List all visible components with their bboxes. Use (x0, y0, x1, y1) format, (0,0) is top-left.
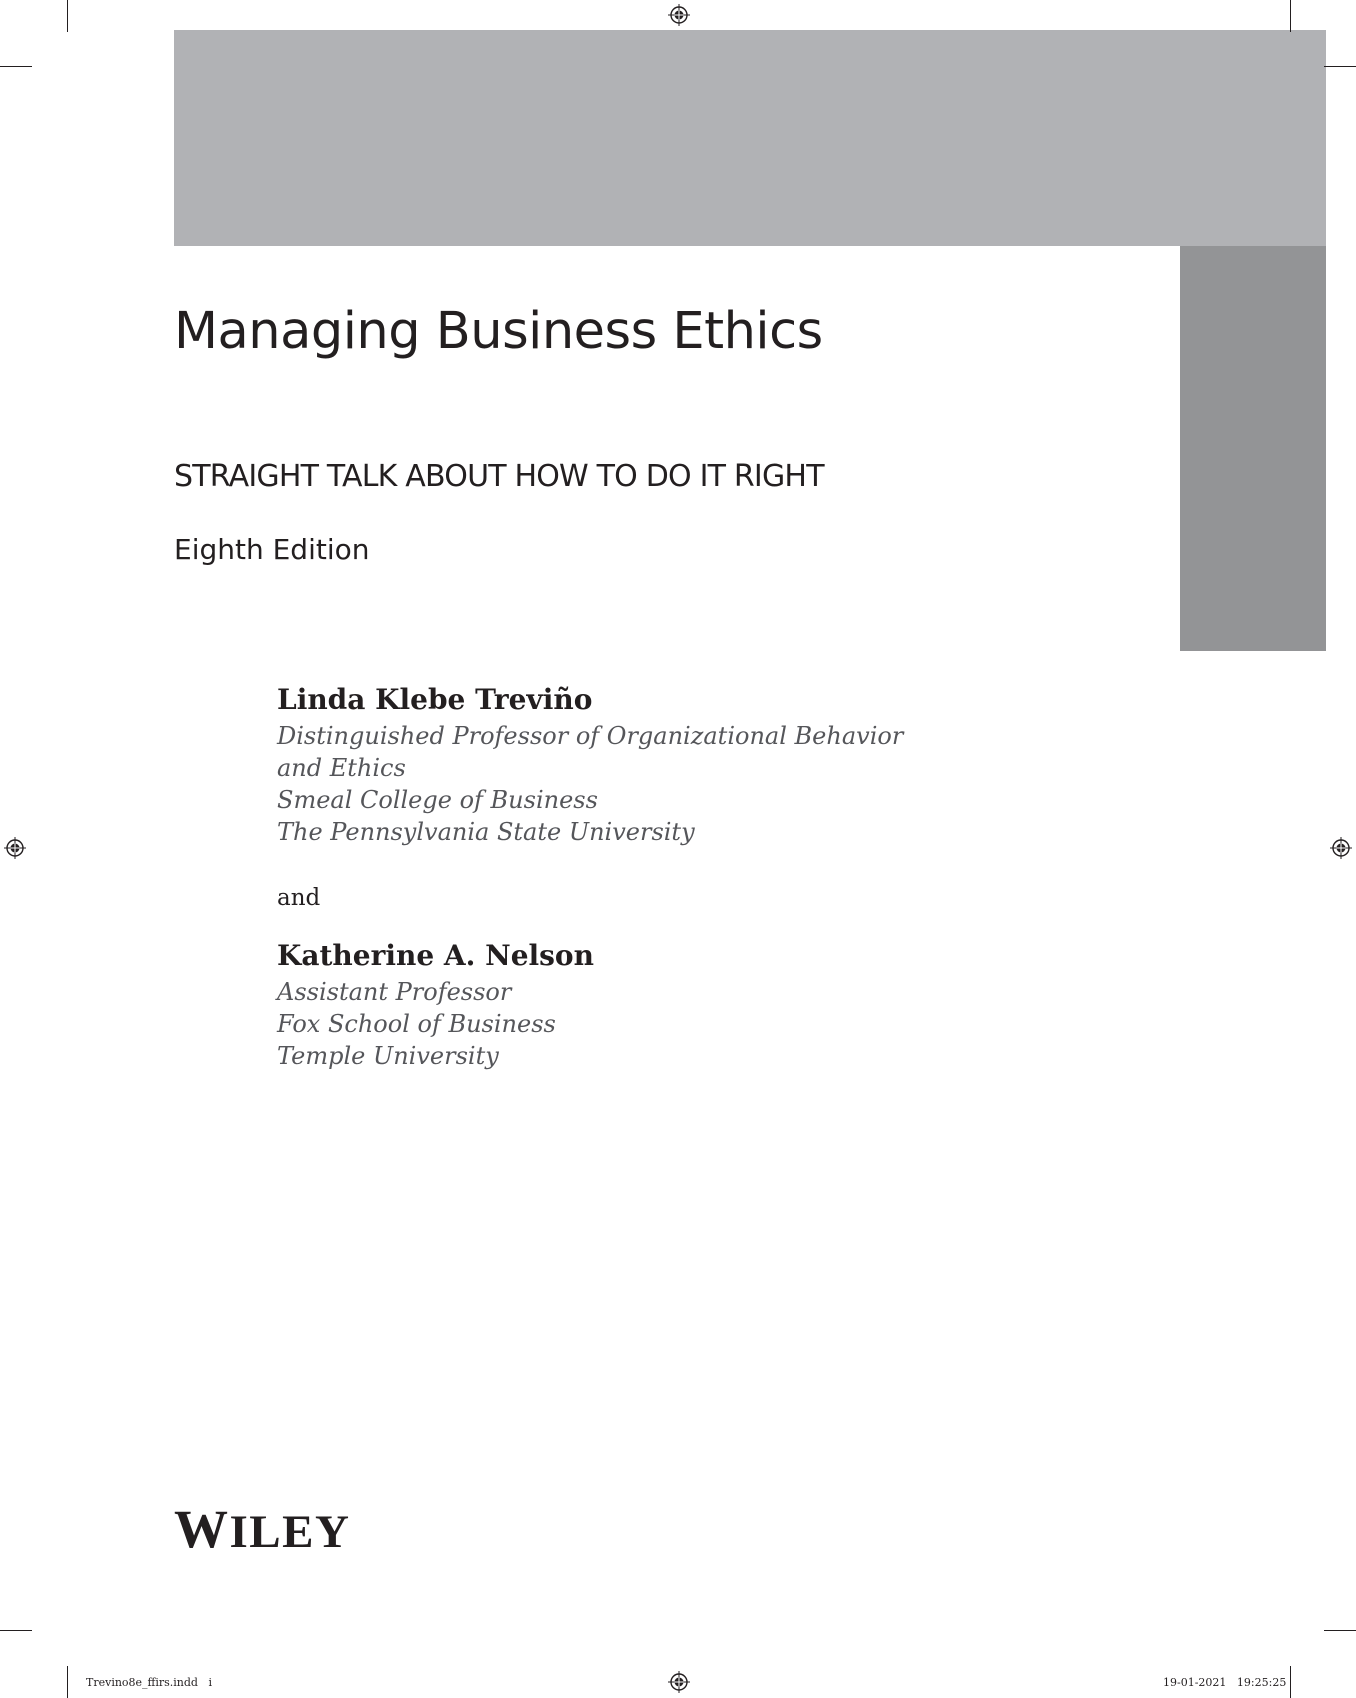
author-name: Linda Klebe Treviño (277, 683, 593, 716)
crop-mark (1324, 1630, 1356, 1631)
registration-mark-icon (668, 1671, 690, 1693)
registration-mark-icon (4, 837, 26, 859)
crop-mark (67, 1666, 68, 1698)
crop-mark (1324, 66, 1356, 67)
publisher-logo-initial: W (174, 1499, 230, 1559)
author-affiliation-line: Temple University (277, 1042, 499, 1070)
publisher-logo (174, 1498, 350, 1560)
author-affiliation-line: Distinguished Professor of Organizational Behavior (277, 722, 904, 750)
registration-mark-icon (1330, 837, 1352, 859)
author-affiliation-line: Assistant Professor (277, 978, 512, 1006)
publisher-logo-rest: ILEY (229, 1506, 351, 1558)
authors-block (277, 680, 977, 1072)
slug-date: 19-01-2021 (1163, 1676, 1227, 1689)
crop-mark (0, 1630, 32, 1631)
crop-mark (1290, 1666, 1291, 1698)
crop-mark (67, 0, 68, 32)
slug-file (86, 1676, 212, 1689)
slug-time: 19:25:25 (1236, 1676, 1287, 1689)
slug-page: i (208, 1676, 213, 1689)
slug-filename: Trevino8e_ffirs.indd (86, 1676, 198, 1689)
book-edition: Eighth Edition (174, 533, 370, 566)
author-affiliation-line: Smeal College of Business (277, 786, 598, 814)
author-affiliation-line: Fox School of Business (277, 1010, 556, 1038)
crop-mark (0, 66, 32, 67)
side-gray-tab (1180, 246, 1326, 651)
author-affiliation-line: The Pennsylvania State University (277, 818, 695, 846)
author-affiliation-line: and Ethics (277, 754, 406, 782)
author-conjunction: and (277, 885, 321, 911)
author-name: Katherine A. Nelson (277, 939, 594, 972)
book-subtitle: STRAIGHT TALK ABOUT HOW TO DO IT RIGHT (174, 459, 824, 494)
registration-mark-icon (668, 4, 690, 26)
book-title: Managing Business Ethics (174, 302, 823, 361)
header-gray-band (174, 30, 1326, 246)
crop-mark (1290, 0, 1291, 32)
slug-timestamp (1163, 1676, 1286, 1689)
